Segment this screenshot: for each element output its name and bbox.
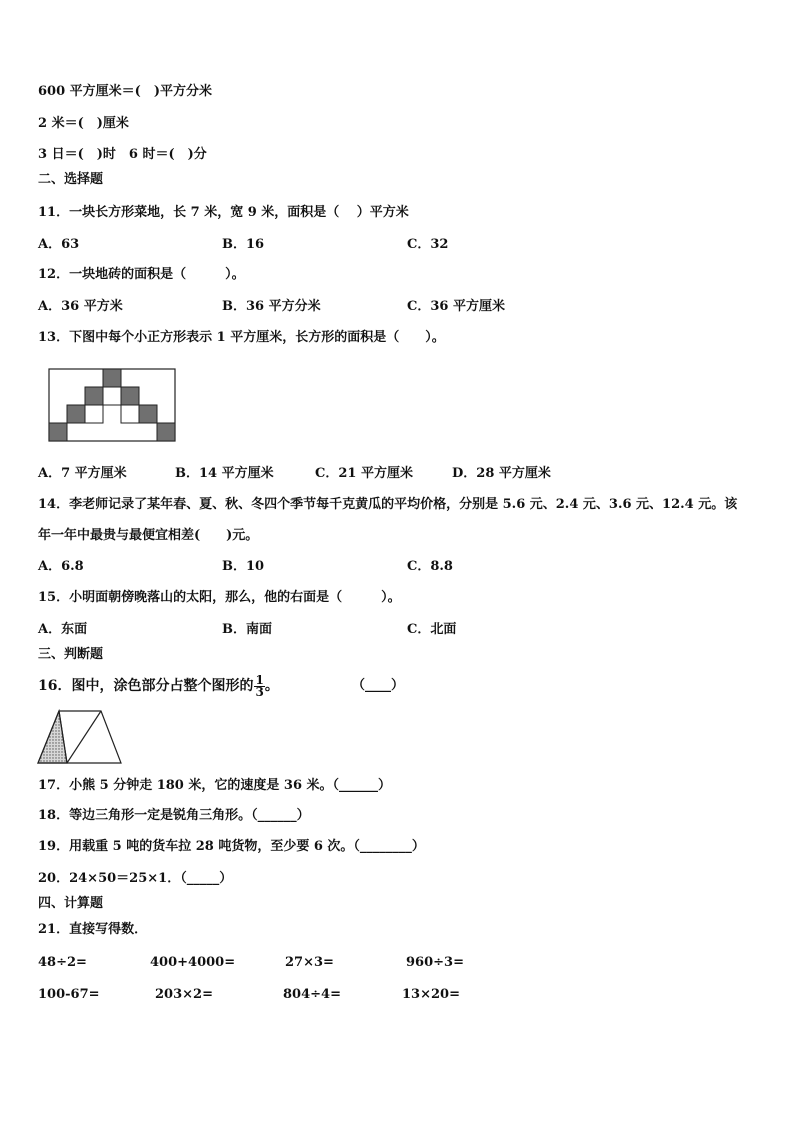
question-12: 12．一块地砖的面积是（ ）。 [38, 267, 245, 282]
calc-item: 13×20= [402, 987, 460, 1002]
question-21: 21．直接写得数． [38, 922, 148, 937]
question-19: 19．用载重 5 吨的货车拉 28 吨货物，至少要 6 次。（________） [38, 839, 425, 854]
q16-answer-blank: （____） [352, 678, 405, 693]
question-20: 20．24×50＝25×1．（_____） [38, 871, 233, 886]
rectangle-grid-figure [48, 368, 176, 442]
q13-option-b: B．14 平方厘米 [175, 466, 274, 481]
question-17: 17．小熊 5 分钟走 180 米，它的速度是 36 米。（______） [38, 778, 392, 793]
q12-option-a: A．36 平方米 [38, 299, 123, 314]
trapezoid-figure [37, 709, 123, 765]
q14-option-b: B．10 [222, 559, 265, 574]
q11-option-a: A．63 [38, 237, 80, 252]
q12-option-b: B．36 平方分米 [222, 299, 321, 314]
q15-option-b: B．南面 [222, 622, 272, 637]
fill-line-2: 2 米＝( )厘米 [38, 116, 129, 131]
q12-option-c: C．36 平方厘米 [407, 299, 505, 314]
q16-tail: 。 [264, 678, 279, 694]
question-16 [38, 674, 279, 698]
calc-item: 960÷3= [406, 955, 464, 970]
q14-option-a: A．6.8 [38, 559, 84, 574]
q15-option-c: C．北面 [407, 622, 457, 637]
calc-item: 203×2= [155, 987, 213, 1002]
q11-option-b: B．16 [222, 237, 265, 252]
q13-option-c: C．21 平方厘米 [315, 466, 413, 481]
fraction-denominator: 3 [255, 684, 264, 699]
fill-line-1: 600 平方厘米＝( )平方分米 [38, 84, 212, 99]
question-14-line-1: 14．李老师记录了某年春、夏、秋、冬四个季节每千克黄瓜的平均价格，分别是 5.6 元、2.4 元、3.6 元、12.4 元。该 [38, 497, 738, 512]
q15-option-a: A．东面 [38, 622, 88, 637]
question-15: 15．小明面朝傍晚落山的太阳，那么，他的右面是（ ）。 [38, 590, 401, 605]
calc-item: 48÷2= [38, 955, 87, 970]
calc-item: 27×3= [285, 955, 334, 970]
section-heading-judge: 三、判断题 [38, 647, 104, 662]
question-11: 11．一块长方形菜地，长 7 米，宽 9 米，面积是（ ）平方米 [38, 205, 409, 220]
calc-item: 804÷4= [283, 987, 341, 1002]
q14-option-c: C．8.8 [407, 559, 453, 574]
q16-stem: 16．图中，涂色部分占整个图形的 [38, 678, 254, 694]
calc-item: 400+4000= [150, 955, 236, 970]
q13-option-a: A．7 平方厘米 [38, 466, 127, 481]
question-18: 18．等边三角形一定是锐角三角形。（______） [38, 808, 310, 823]
question-14-line-2: 年一年中最贵与最便宜相差( )元。 [38, 528, 259, 543]
fraction-numerator: 1 [255, 672, 264, 687]
fill-line-3: 3 日＝( )时 6 时＝( )分 [38, 147, 207, 162]
calc-item: 100-67= [38, 987, 100, 1002]
section-heading-choice: 二、选择题 [38, 172, 104, 187]
q13-option-d: D．28 平方厘米 [452, 466, 551, 481]
q11-option-c: C．32 [407, 237, 449, 252]
fraction-one-third [254, 672, 264, 699]
section-heading-calc: 四、计算题 [38, 896, 104, 911]
question-13: 13．下图中每个小正方形表示 1 平方厘米，长方形的面积是（ ）。 [38, 330, 445, 345]
